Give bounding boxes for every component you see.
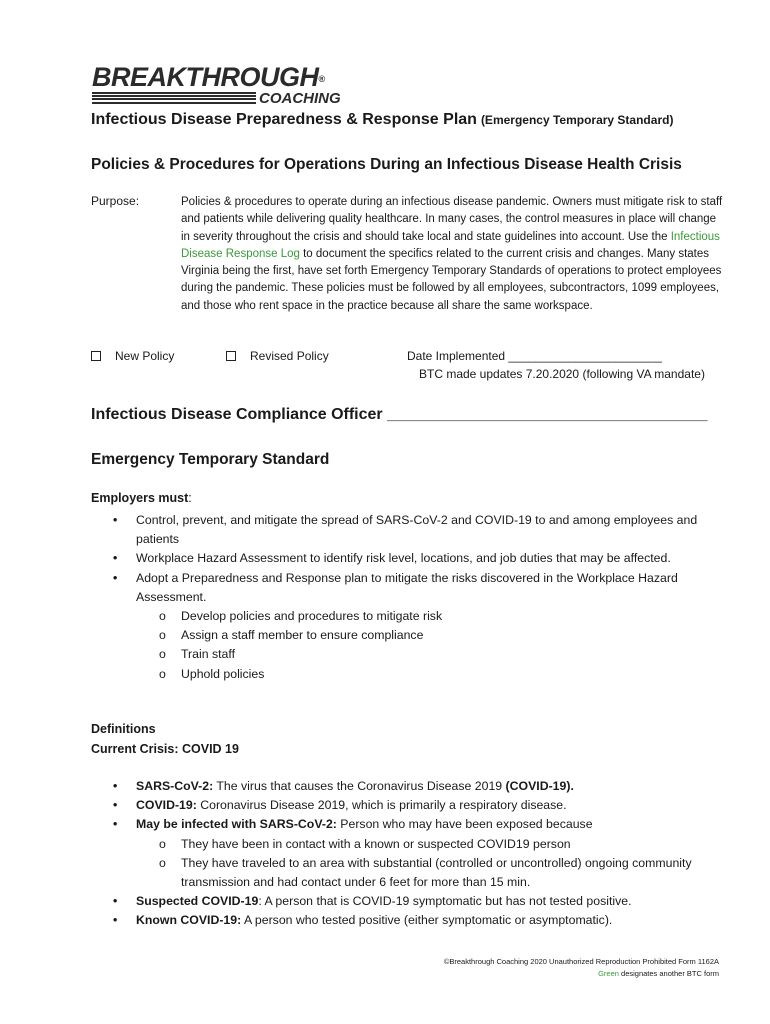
revised-policy-label: Revised Policy bbox=[250, 349, 329, 363]
green-word: Green bbox=[598, 969, 619, 978]
compliance-officer-line: Infectious Disease Compliance Officer ____________________________________ bbox=[91, 406, 708, 423]
purpose-text bbox=[181, 194, 726, 315]
new-policy-label: New Policy bbox=[115, 349, 175, 363]
purpose-text-after: to document the specifics related to the current crisis and changes. Many states Virginia being the first, have set forth Emergency Temporary Standards of operations to protect employees during the pandemic. These policies must be followed by all employees, subcontractors, 1099 employees, and those who rent space in the practice because all share the same workspace. bbox=[181, 247, 722, 312]
response-log-link[interactable]: Infectious Disease Response Log bbox=[181, 230, 720, 260]
sub-list-item: o They have been in contact with a known or suspected COVID19 person bbox=[113, 835, 713, 854]
employers-must-colon: : bbox=[188, 491, 192, 505]
definitions-list bbox=[113, 777, 713, 931]
revised-policy-checkbox[interactable] bbox=[226, 351, 236, 361]
green-legend-footer bbox=[598, 969, 719, 978]
sub-list-item: o Assign a staff member to ensure compliance bbox=[113, 626, 713, 645]
definitions-heading: Definitions bbox=[91, 722, 156, 736]
document-title bbox=[91, 111, 673, 129]
list-item: • Suspected COVID-19: A person that is COVID-19 symptomatic but has not tested positive. bbox=[113, 892, 713, 911]
sub-list-item: o Uphold policies bbox=[113, 665, 713, 684]
logo-registered-mark: ® bbox=[318, 74, 325, 84]
document-title-sub: (Emergency Temporary Standard) bbox=[480, 113, 674, 127]
list-item: • SARS-CoV-2: The virus that causes the Coronavirus Disease 2019 (COVID-19). bbox=[113, 777, 713, 796]
list-item: • Control, prevent, and mitigate the spread of SARS-CoV-2 and COVID-19 to and among employees and patients bbox=[113, 511, 713, 549]
list-item: • Workplace Hazard Assessment to identify risk level, locations, and job duties that may be affected. bbox=[113, 549, 713, 568]
green-legend-text: designates another BTC form bbox=[618, 969, 719, 978]
sub-list-item: o They have traveled to an area with substantial (controlled or uncontrolled) ongoing community transmission and had contact under 6 feet for more than 15 min. bbox=[113, 854, 713, 892]
breakthrough-coaching-logo bbox=[92, 62, 362, 108]
purpose-label: Purpose: bbox=[91, 194, 140, 208]
logo-top-text: BREAKTHROUGH bbox=[92, 62, 319, 92]
new-policy-option[interactable] bbox=[91, 349, 174, 363]
copyright-footer: ©Breakthrough Coaching 2020 Unauthorized Reproduction Prohibited Form 1162A bbox=[443, 957, 719, 966]
logo-stripes bbox=[92, 92, 256, 106]
employers-must-text: Employers must bbox=[91, 491, 189, 505]
revised-policy-option[interactable] bbox=[226, 349, 329, 363]
sub-list-item: o Train staff bbox=[113, 645, 713, 664]
employer-requirements-list bbox=[113, 511, 713, 684]
list-item: • May be infected with SARS-CoV-2: Person who may have been exposed because bbox=[113, 815, 713, 834]
ets-heading: Emergency Temporary Standard bbox=[91, 451, 330, 468]
purpose-text-before: Policies & procedures to operate during an infectious disease pandemic. Owners must mitigate risk to staff and patients while delivering quality healthcare. In many cases, the control measures in place will change in severity throughout the crisis and should take local and state guidelines into account. Use the bbox=[181, 196, 723, 243]
btc-updates-note: BTC made updates 7.20.2020 (following VA mandate) bbox=[419, 367, 705, 381]
current-crisis-label: Current Crisis: COVID 19 bbox=[91, 741, 239, 756]
list-item: • COVID-19: Coronavirus Disease 2019, which is primarily a respiratory disease. bbox=[113, 796, 713, 815]
section-subtitle: Policies & Procedures for Operations During an Infectious Disease Health Crisis bbox=[91, 156, 682, 173]
logo-bottom-text: COACHING bbox=[259, 90, 341, 107]
list-item: • Adopt a Preparedness and Response plan to mitigate the risks discovered in the Workplace Hazard Assessment. bbox=[113, 569, 713, 607]
list-item: • Known COVID-19: A person who tested positive (either symptomatic or asymptomatic). bbox=[113, 911, 713, 930]
document-title-main: Infectious Disease Preparedness & Response Plan bbox=[91, 111, 477, 128]
employers-must-label bbox=[91, 491, 192, 505]
date-implemented: Date Implemented _______________________ bbox=[407, 349, 662, 363]
definitions-block bbox=[91, 720, 239, 759]
sub-list-item: o Develop policies and procedures to mitigate risk bbox=[113, 607, 713, 626]
new-policy-checkbox[interactable] bbox=[91, 351, 101, 361]
